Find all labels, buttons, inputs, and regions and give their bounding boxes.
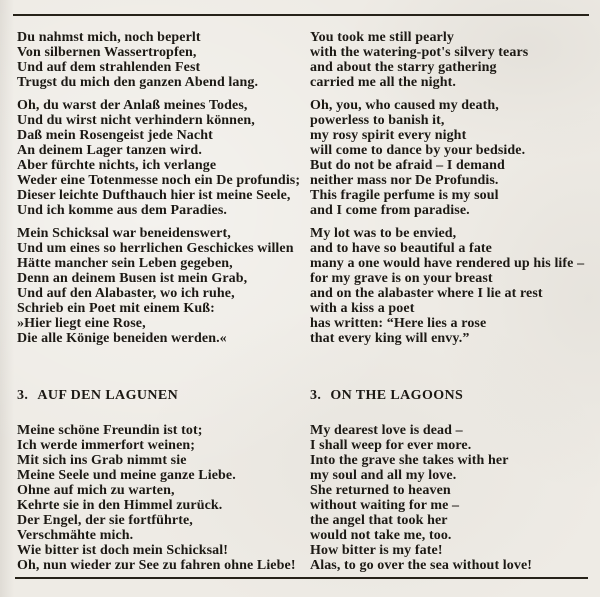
poem-line: Und ich komme aus dem Paradies.	[17, 203, 227, 218]
poem-line: Und du wirst nicht verhindern können,	[17, 113, 255, 128]
song-number: 3.	[17, 388, 29, 403]
poem-line: with a kiss a poet	[310, 301, 415, 316]
poem-line: Trugst du mich den ganzen Abend lang.	[17, 75, 259, 90]
poem-line: Von silbernen Wassertropfen,	[17, 45, 197, 60]
poem-line: Daß mein Rosengeist jede Nacht	[17, 128, 213, 143]
poem-line: Wie bitter ist doch mein Schicksal!	[17, 543, 229, 558]
poem-line: Denn an deinem Busen ist mein Grab,	[17, 271, 248, 286]
stanza	[310, 98, 596, 218]
song-heading	[310, 388, 596, 403]
poem-line: Kehrte sie in den Himmel zurück.	[17, 498, 223, 513]
poem-line: My dearest love is dead –	[310, 423, 463, 438]
poem-line: and about the starry gathering	[310, 60, 497, 75]
poem-line: Ich werde immerfort weinen;	[17, 438, 196, 453]
poem-line: Ohne auf mich zu warten,	[17, 483, 175, 498]
poem-line: Oh, you, who caused my death,	[310, 98, 499, 113]
poem-line: Du nahmst mich, noch beperlt	[17, 30, 201, 45]
poem-line: my soul and all my love.	[310, 468, 457, 483]
poem-line: powerless to banish it,	[310, 113, 445, 128]
poem-line: without waiting for me –	[310, 498, 460, 513]
poem-line: Oh, nun wieder zur See zu fahren ohne Liebe!	[17, 558, 296, 573]
poem-line: You took me still pearly	[310, 30, 454, 45]
stanza	[310, 30, 596, 90]
poem-line: An deinem Lager tanzen wird.	[17, 143, 202, 158]
stanza	[17, 226, 303, 346]
poem-line: Alas, to go over the sea without love!	[310, 558, 533, 573]
poem-line: carried me all the night.	[310, 75, 456, 90]
poem-line: and to have so beautiful a fate	[310, 241, 492, 256]
song-title: ON THE LAGOONS	[330, 388, 464, 403]
poem-line: Mein Schicksal war beneidenswert,	[17, 226, 231, 241]
song-number: 3.	[310, 388, 322, 403]
poem-line: has written: “Here lies a rose	[310, 316, 487, 331]
poem-line: Oh, du warst der Anlaß meines Todes,	[17, 98, 248, 113]
english-text-column	[310, 30, 596, 581]
poem-line: My lot was to be envied,	[310, 226, 457, 241]
poem-line: She returned to heaven	[310, 483, 451, 498]
poem-line: and on the alabaster where I lie at rest	[310, 286, 543, 301]
poem-line: would not take me, too.	[310, 528, 452, 543]
poem-line: Aber fürchte nichts, ich verlange	[17, 158, 217, 173]
poem-line: Mit sich ins Grab nimmt sie	[17, 453, 187, 468]
stanza	[17, 98, 303, 218]
poem-line: Meine Seele und meine ganze Liebe.	[17, 468, 236, 483]
poem-line: »Hier liegt eine Rose,	[17, 316, 146, 331]
poem-line: Die alle Könige beneiden werden.«	[17, 331, 227, 346]
poem-line: Und um eines so herrlichen Geschickes willen	[17, 241, 294, 256]
poem-line: that every king will envy.”	[310, 331, 470, 346]
poem-line: Und auf den Alabaster, wo ich ruhe,	[17, 286, 235, 301]
poem-line: Dieser leichte Dufthauch hier ist meine Seele,	[17, 188, 291, 203]
poem-line: Weder eine Totenmesse noch ein De profundis;	[17, 173, 301, 188]
poem-line: neither mass nor De Profundis.	[310, 173, 499, 188]
poem-line: Meine schöne Freundin ist tot;	[17, 423, 203, 438]
poem-line: and I come from paradise.	[310, 203, 470, 218]
stanza	[310, 423, 596, 573]
poem-line: will come to dance by your bedside.	[310, 143, 526, 158]
poem-line: How bitter is my fate!	[310, 543, 443, 558]
poem-line: Into the grave she takes with her	[310, 453, 509, 468]
stanza	[17, 423, 303, 573]
poem-line: Schrieb ein Poet mit einem Kuß:	[17, 301, 215, 316]
song-heading	[17, 388, 303, 403]
poem-line: But do not be afraid – I demand	[310, 158, 505, 173]
poem-line: for my grave is on your breast	[310, 271, 493, 286]
poem-line: Verschmähte mich.	[17, 528, 134, 543]
bottom-rule	[15, 577, 588, 579]
top-rule	[13, 14, 589, 16]
poem-line: with the watering-pot's silvery tears	[310, 45, 529, 60]
poem-line: Und auf dem strahlenden Fest	[17, 60, 201, 75]
poem-line: my rosy spirit every night	[310, 128, 467, 143]
stanza	[310, 226, 596, 346]
stanza	[17, 30, 303, 90]
german-text-column	[17, 30, 303, 581]
poem-line: Hätte mancher sein Leben gegeben,	[17, 256, 233, 271]
poem-line: This fragile perfume is my soul	[310, 188, 499, 203]
poem-line: the angel that took her	[310, 513, 448, 528]
poem-line: Der Engel, der sie fortführte,	[17, 513, 193, 528]
song-title: AUF DEN LAGUNEN	[37, 388, 179, 403]
poem-line: I shall weep for ever more.	[310, 438, 472, 453]
poem-line: many a one would have rendered up his life –	[310, 256, 585, 271]
